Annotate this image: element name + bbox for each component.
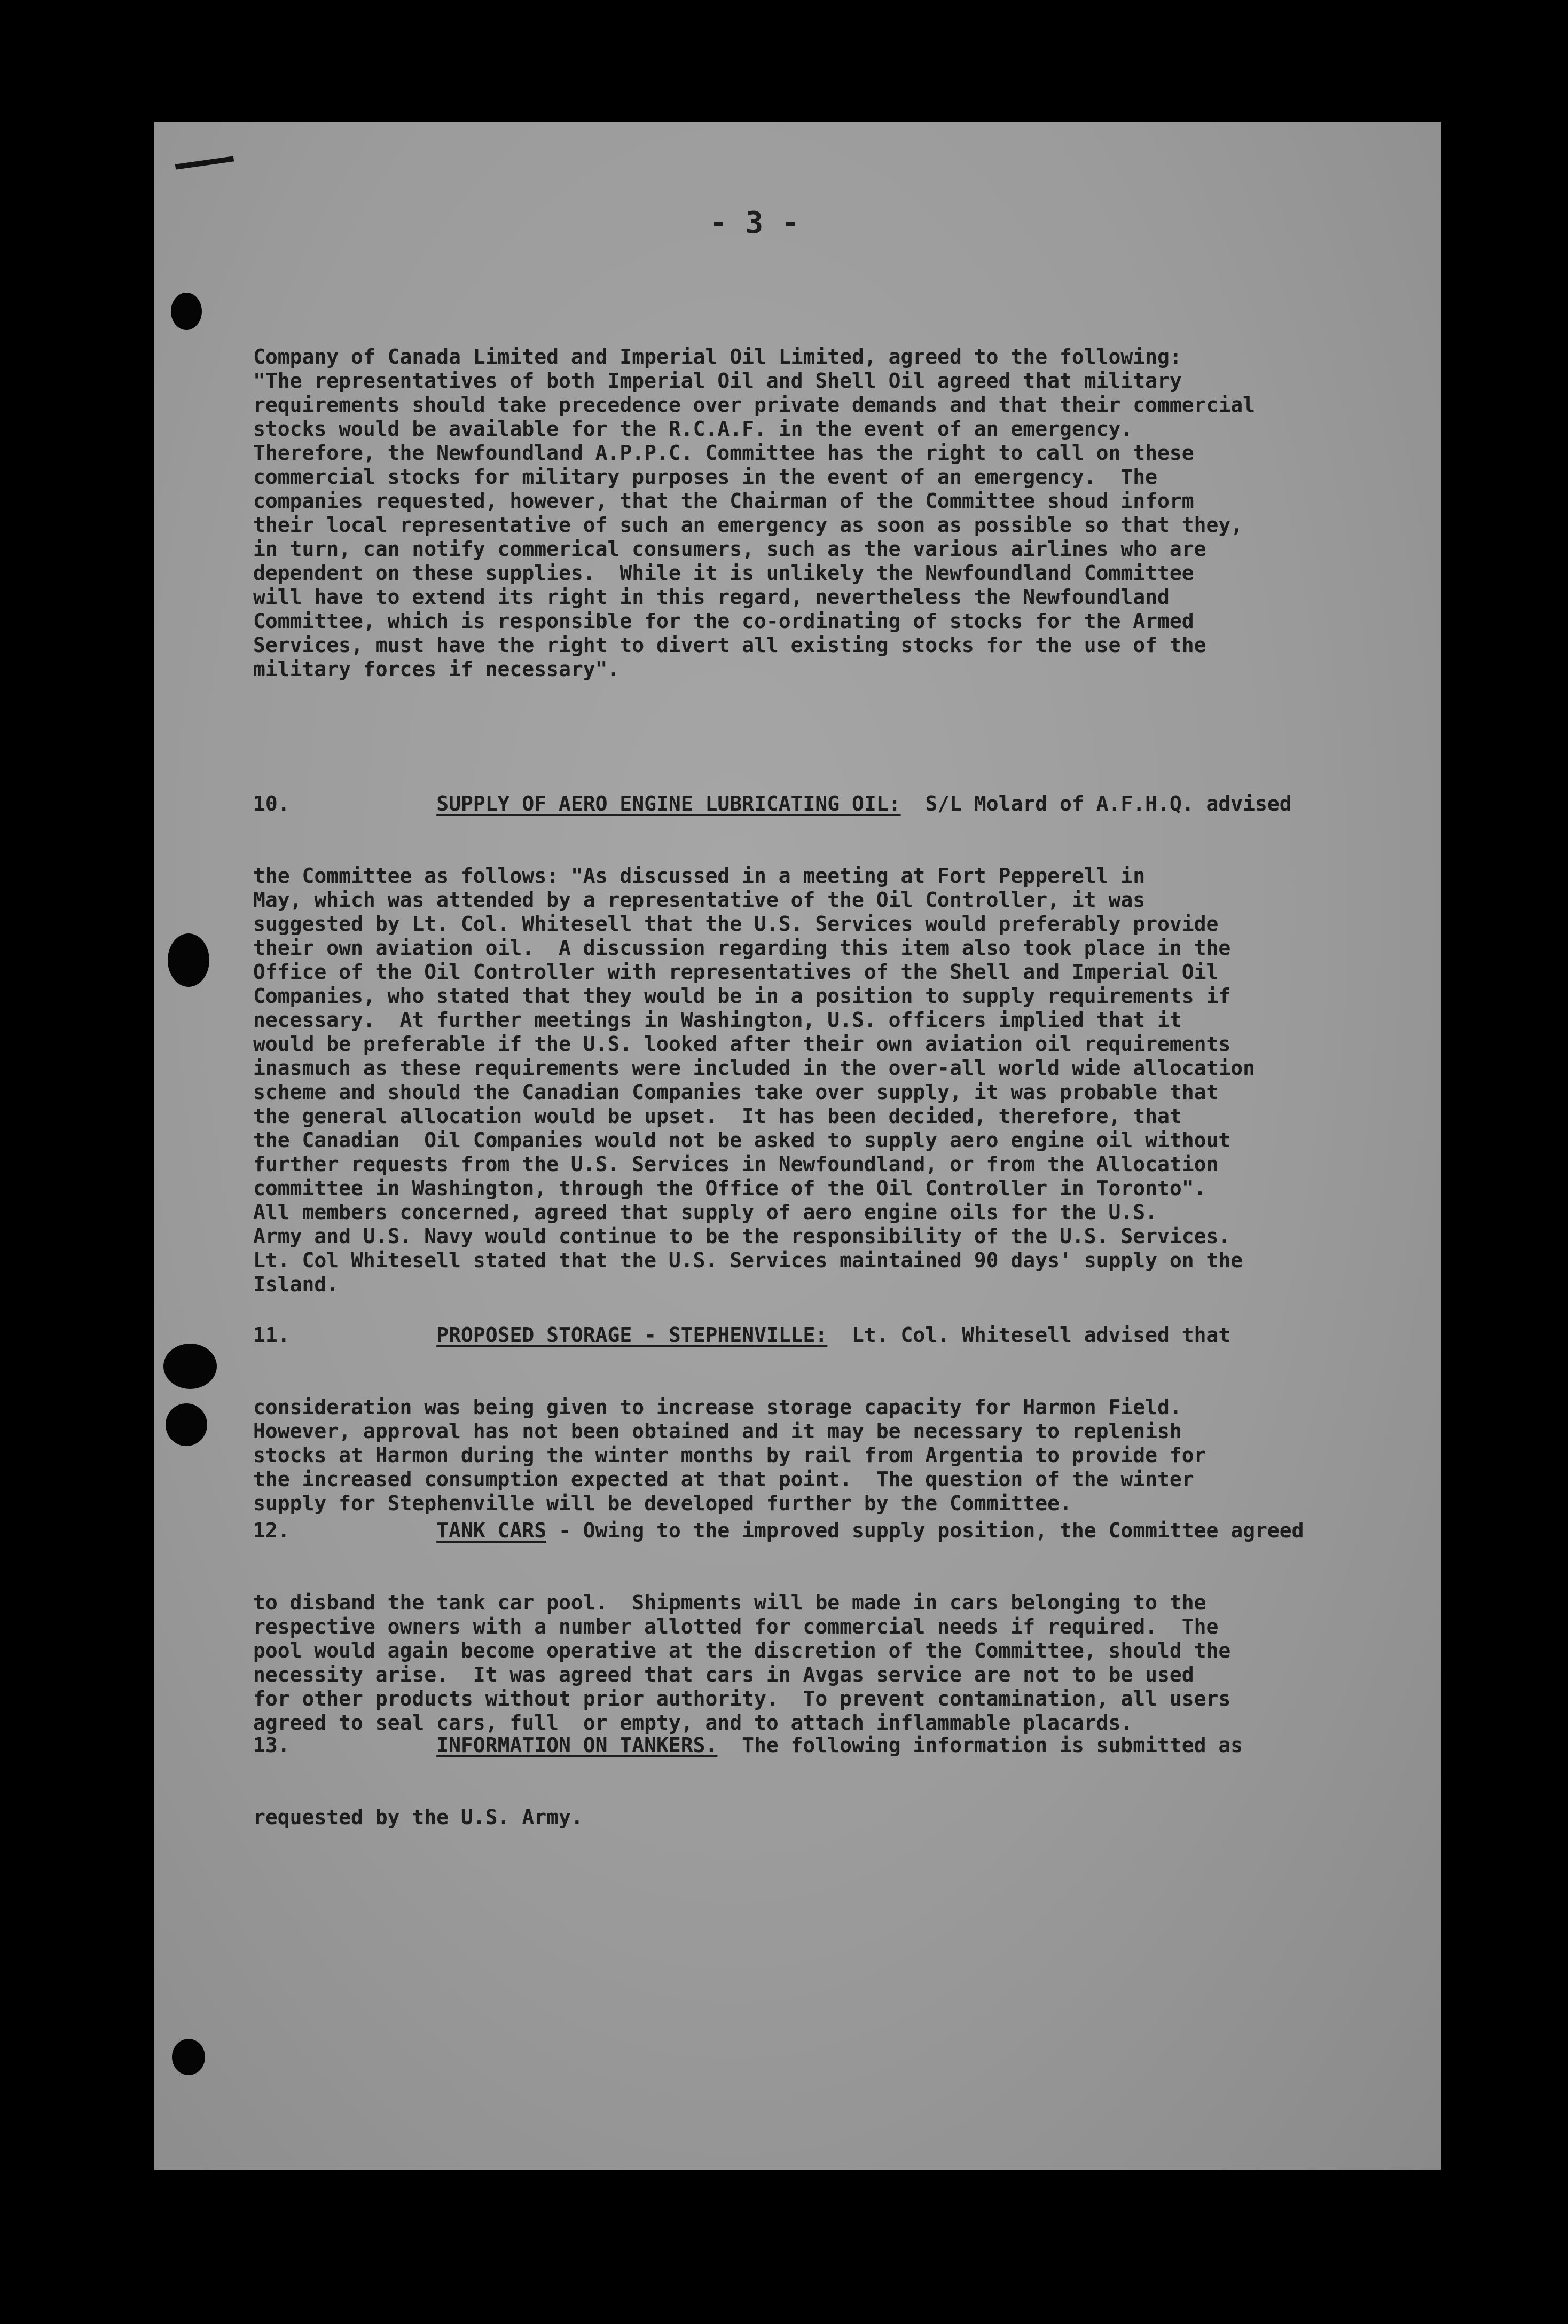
item-heading: INFORMATION ON TANKERS. xyxy=(436,1733,718,1757)
margin-pen-mark xyxy=(175,156,234,169)
item-lead-text: The following information is submitted as xyxy=(742,1733,1243,1757)
item-body: to disband the tank car pool. Shipments will be made in cars belonging to the respective owners with a number allotted for commercial needs if required. The pool would again become operative at the discretion of the Committee, should the necessity arise. It was agreed that cars in Avgas service are not to be used for other products without prior authority. To prevent contamination, all users agreed to seal cars, full or empty, and to attach inflammable placards. xyxy=(253,1591,1231,1734)
paragraph-item-10 xyxy=(253,744,1292,1345)
paragraph-item-13 xyxy=(253,1685,1243,1878)
item-body: consideration was being given to increase storage capacity for Harmon Field. However, approval has not been obtained and it may be necessary to replenish stocks at Harmon during the winter months by rail from Argentia to provide for the increased consumption expected at that point. The question of the winter supply for Stephenville will be developed further by the Committee. xyxy=(253,1395,1206,1515)
item-heading: PROPOSED STORAGE - STEPHENVILLE: xyxy=(436,1323,828,1347)
binder-hole-upper-middle xyxy=(168,933,209,987)
binder-hole-lower-middle-a xyxy=(163,1344,217,1389)
paragraph-item-11-first-line xyxy=(253,1323,1230,1347)
paragraph-item-12-first-line xyxy=(253,1519,1304,1543)
item-number: 11. xyxy=(253,1323,290,1347)
item-lead-text: S/L Molard of A.F.H.Q. advised xyxy=(925,792,1292,815)
binder-hole-bottom xyxy=(172,2039,205,2075)
paragraph-item-10-first-line xyxy=(253,792,1292,816)
paragraph-continuation: Company of Canada Limited and Imperial Oil Limited, agreed to the following: "The representatives of both Imperial Oil and Shell Oil agreed that military requirements should take precedence over private demands and that their commercial stocks would be available for the R.C.A.F. in the event of an emergency. Therefore, the Newfoundland A.P.P.C. Committee has the right to call on these commercial stocks for military purposes in the event of an emergency. The companies requested, however, that the Chairman of the Committee shoud inform their local representative of such an emergency as soon as possible so that they, in turn, can notify commerical consumers, such as the various airlines who are dependent on these supplies. While it is unlikely the Newfoundland Committee will have to extend its right in this regard, nevertheless the Newfoundland Committee, which is responsible for the co-ordinating of stocks for the Armed Services, must have the right to divert all existing stocks for the use of the military forces if necessary". xyxy=(253,345,1255,681)
item-body: the Committee as follows: "As discussed in a meeting at Fort Pepperell in May, which was attended by a representative of the Oil Controller, it was suggested by Lt. Col. Whitesell that the U.S. Services would preferably provide their own aviation oil. A discussion regarding this item also took place in the Office of the Oil Controller with representatives of the Shell and Imperial Oil Companies, who stated that they would be in a position to supply requirements if necessary. At further meetings in Washington, U.S. officers implied that it would be preferable if the U.S. looked after their own aviation oil requirements inasmuch as these requirements were included in the over-all world wide allocation scheme and should the Canadian Companies take over supply, it was probable that the general allocation would be upset. It has been decided, therefore, that the Canadian Oil Companies would not be asked to supply aero engine oil without further requests from the U.S. Services in Newfoundland, or from the Allocation committee in Washington, through the Office of the Oil Controller in Toronto". All members concerned, agreed that supply of aero engine oils for the U.S. Army and U.S. Navy would continue to be the responsibility of the U.S. Services. Lt. Col Whitesell stated that the U.S. Services maintained 90 days' supply on the Island. xyxy=(253,864,1255,1296)
item-number: 12. xyxy=(253,1519,290,1542)
item-lead-text: Lt. Col. Whitesell advised that xyxy=(852,1323,1231,1347)
item-body: requested by the U.S. Army. xyxy=(253,1805,583,1829)
item-heading: TANK CARS xyxy=(436,1519,547,1542)
page-number: - 3 - xyxy=(709,206,799,240)
document-page xyxy=(154,122,1441,2170)
item-lead-text: - Owing to the improved supply position, the Committee agreed xyxy=(558,1519,1304,1542)
item-number: 13. xyxy=(253,1733,290,1757)
binder-hole-lower-middle-b xyxy=(166,1403,207,1446)
item-heading: SUPPLY OF AERO ENGINE LUBRICATING OIL: xyxy=(436,792,901,815)
paragraph-item-13-first-line xyxy=(253,1733,1243,1757)
binder-hole-top xyxy=(171,293,202,330)
item-number: 10. xyxy=(253,792,290,815)
